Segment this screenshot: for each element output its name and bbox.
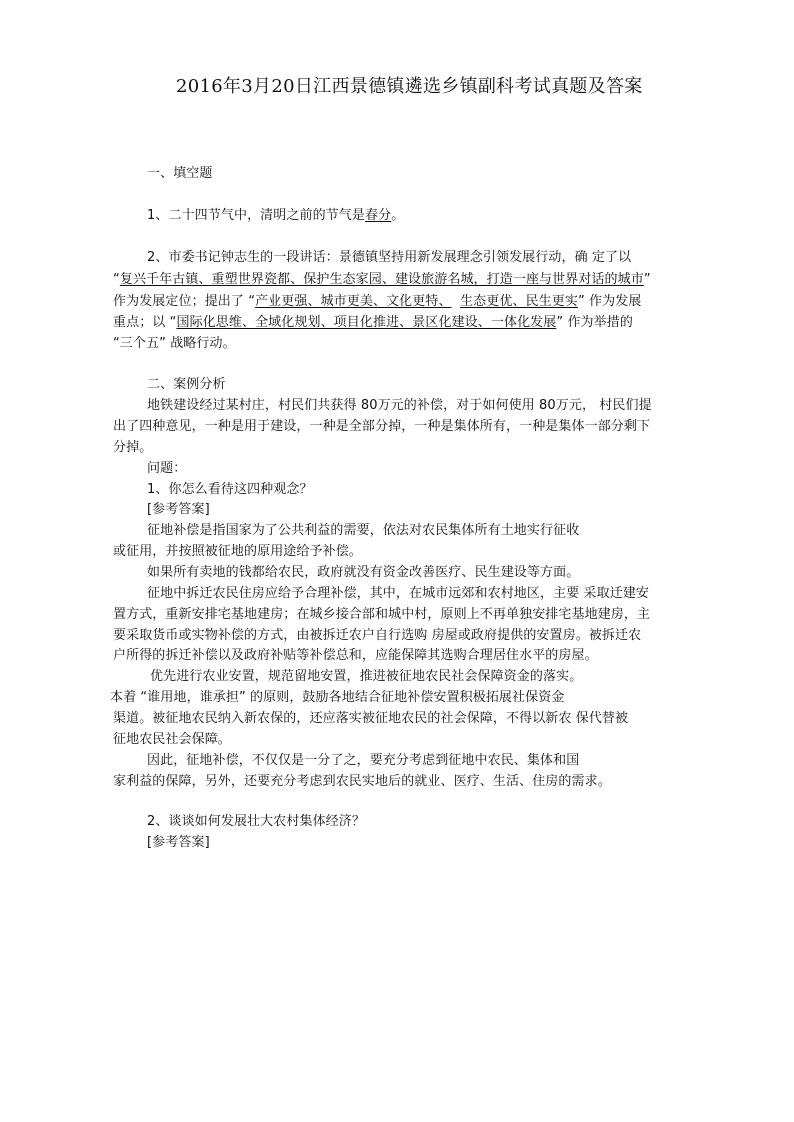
close-quote: ” (643, 272, 651, 287)
answer-line: 家利益的保障，另外，还要充分考虑到农民实地后的就业、医疗、生活、住房的需求。 (113, 774, 611, 789)
question-2-line-4-suffix: ” 作为举措的 (556, 315, 633, 330)
answer-line: 征地补偿是指国家为了公共利益的需要，依法对农民集体所有土地实行征收 (147, 523, 580, 538)
answer-line: 优先进行农业安置，规范留地安置，推进被征地农民社会保障资金的落实。 (150, 669, 583, 684)
case-question-2: 2、谈谈如何发展壮大农村集体经济？ (147, 814, 365, 829)
question-label: 问题： (147, 461, 187, 476)
question-1-suffix: 。 (391, 208, 405, 223)
document-title: 2016年3月20日江西景德镇遴选乡镇副科考试真题及答案 (176, 76, 643, 97)
answer-line: 或征用，并按照被征地的原用途给予补偿。 (113, 544, 362, 559)
question-2-line-4 (113, 313, 633, 333)
answer-line: 如果所有卖地的钱都给农民，政府就没有资金改善医疗、民生建设等方面。 (147, 565, 580, 580)
case-line: 出了四种意见，一种是用于建设，一种是全部分掉，一种是集体所有，一种是集体一部分剩下 (113, 419, 651, 434)
question-2-line-3-prefix: 作为发展定位；提出了 “ (113, 294, 256, 309)
question-2-line-3-suffix: ” 作为发展 (577, 294, 642, 309)
question-1-answer: 春分 (364, 208, 392, 223)
answer-line: 因此，征地补偿，不仅仅是一分了之，要充分考虑到征地中农民、集体和国 (147, 753, 580, 768)
answer-line: 征地农民社会保障。 (113, 732, 231, 747)
section-heading-case: 二、案例分析 (147, 377, 226, 392)
section-heading-fill-in: 一、填空题 (147, 166, 213, 181)
question-2-line-1: 2、市委书记钟志生的一段讲话：景德镇坚持用新发展理念引领发展行动，确 定了以 (147, 250, 632, 265)
case-question-1: 1、你怎么看待这四种观念？ (147, 482, 313, 497)
question-2-answer-2: 产业更强、城市更美、文化更特、 (255, 294, 452, 309)
question-2-answer-4: 国际化思维、全域化规划、项目化推进、景区化建设、一体化发展 (176, 315, 557, 330)
question-2-line-4-prefix: 重点；以 “ (113, 315, 177, 330)
answer-line: 征地中拆迁农民住房应给予合理补偿，其中，在城市远郊和农村地区，主要 采取迁建安 (147, 586, 650, 601)
answer-line: 渠道。被征地农民纳入新农保的，还应落实被征地农民的社会保障，不得以新农 保代替被 (113, 711, 629, 726)
answer-line: 本着 “谁用地，谁承担” 的原则，鼓励各地结合征地补偿安置积极拓展社保资金 (110, 690, 565, 705)
answer-line: 置方式，重新安排宅基地建房；在城乡接合部和城中村，原则上不再单独安排宅基地建房，主 (113, 607, 651, 622)
question-2-answer-1: 复兴千年古镇、重塑世界瓷都、保护生态家园、建设旅游名城，打造一座与世界对话的城市 (119, 272, 644, 287)
answer-line: 户所得的拆迁补偿以及政府补贴等补偿总和，应能保障其选购合理居住水平的房屋。 (113, 648, 598, 663)
question-1-text: 1、二十四节气中，清明之前的节气是 (147, 208, 365, 223)
question-1 (147, 206, 404, 226)
reference-answer-label: [参考答案] (147, 835, 210, 850)
question-2-gap (452, 294, 460, 309)
question-2-line-2 (113, 270, 651, 290)
answer-line: 要采取货币或实物补偿的方式，由被拆迁农户自行选购 房屋或政府提供的安置房。被拆迁农 (113, 628, 642, 643)
open-quote: “ (113, 272, 120, 287)
question-2-line-5: “三个五” 战略行动。 (113, 336, 236, 351)
question-2-answer-3: 生态更优、民生更实 (460, 294, 578, 309)
case-line: 分掉。 (113, 440, 153, 455)
question-2-line-3 (113, 292, 641, 312)
case-line: 地铁建设经过某村庄，村民们共获得 80万元的补偿，对于如何使用 80万元， 村民们提 (147, 398, 652, 413)
reference-answer-label: [参考答案] (147, 502, 210, 517)
